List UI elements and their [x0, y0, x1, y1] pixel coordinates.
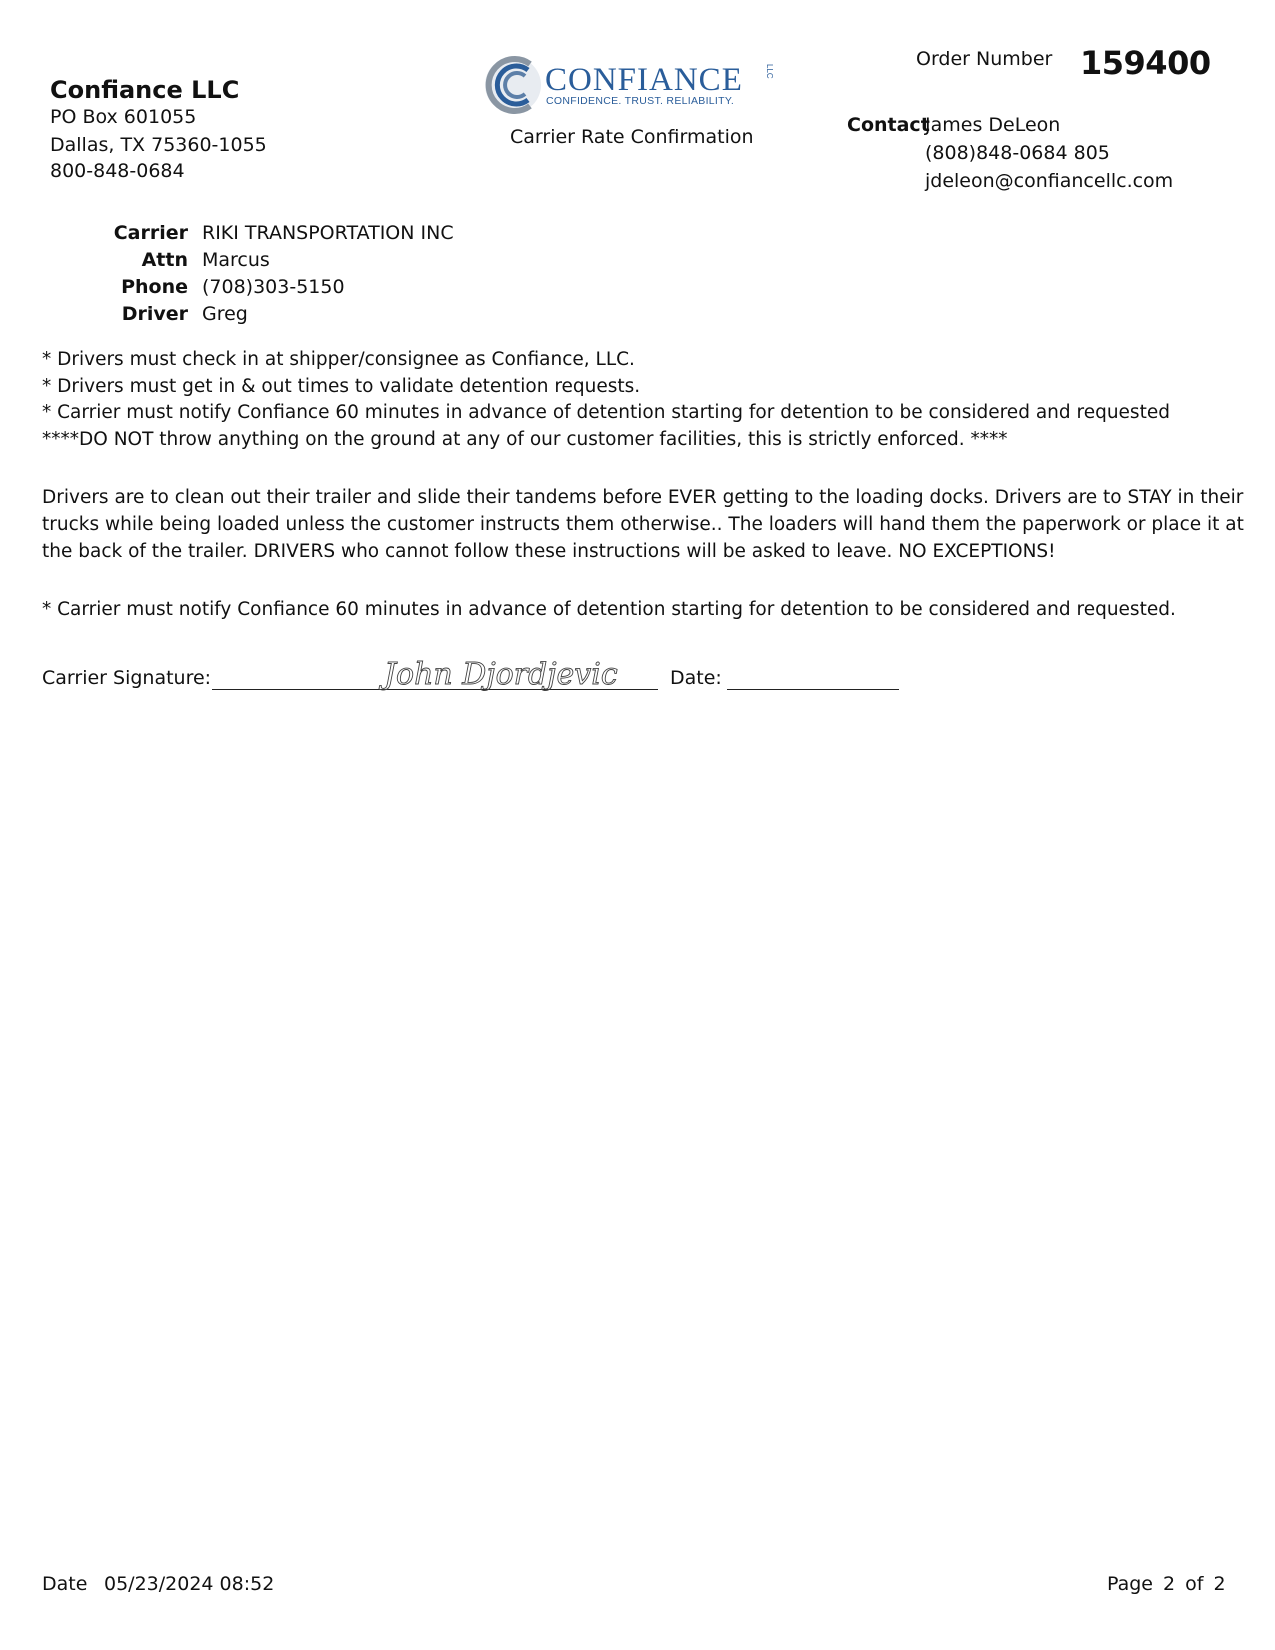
note-line: ****DO NOT throw anything on the ground at any of our customer facilities, this is strictly enforced. **** — [42, 428, 1008, 450]
note-line: * Carrier must notify Confiance 60 minutes in advance of detention starting for detention to be considered and requested — [42, 402, 1170, 423]
driver-instructions: Drivers are to clean out their trailer and slide their tandems before EVER getting to the loading docks. Drivers are to STAY in their trucks while being loaded unless the customer instructs them otherwise.. The loaders will hand them the paperwork or place it at the back of the trailer. DRIVERS who cannot follow these instructions will be asked to leave. NO EXCEPTIONS! — [42, 487, 1244, 562]
driver-row — [60, 303, 454, 330]
contact-label: Contact — [847, 114, 930, 136]
logo-suffix: LLC — [765, 64, 774, 79]
company-name: Confiance LLC — [50, 76, 240, 104]
carrier-row — [60, 222, 454, 249]
phone-value: (708)303-5150 — [202, 276, 345, 298]
handwritten-signature — [380, 648, 618, 708]
order-number: 159400 — [1080, 44, 1211, 82]
contact-phone: (808)848-0684 805 — [925, 142, 1110, 164]
swirl-icon — [485, 57, 541, 113]
order-number-label: Order Number — [916, 48, 1053, 70]
contact-name: James DeLeon — [925, 114, 1061, 136]
phone-row — [60, 276, 454, 303]
signature-date-label: Date: — [670, 667, 722, 689]
company-address-line2: Dallas, TX 75360-1055 — [50, 134, 267, 156]
carrier-label: Carrier — [113, 222, 188, 244]
note-line: * Drivers must check in at shipper/consignee as Confiance, LLC. — [42, 349, 635, 370]
footer-date-value: 05/23/2024 08:52 — [104, 1573, 275, 1595]
company-phone: 800-848-0684 — [50, 160, 185, 182]
footer-date-label: Date — [42, 1573, 88, 1595]
company-address-line1: PO Box 601055 — [50, 106, 197, 128]
carrier-notes — [42, 347, 1242, 453]
driver-label: Driver — [121, 303, 188, 325]
attn-row — [60, 249, 454, 276]
contact-email[interactable]: jdeleon@confiancellc.com — [925, 170, 1174, 192]
page-indicator: Page 2 of 2 — [1107, 1573, 1226, 1595]
signature-text: John Djordjevic — [384, 657, 618, 692]
document-title: Carrier Rate Confirmation — [510, 126, 754, 148]
carrier-signature-label: Carrier Signature: — [42, 667, 212, 689]
attn-label: Attn — [141, 249, 188, 271]
driver-value: Greg — [202, 303, 248, 325]
carrier-details — [60, 222, 454, 330]
attn-value: Marcus — [202, 249, 270, 271]
logo-tagline: CONFIDENCE. TRUST. RELIABILITY. — [546, 95, 735, 107]
detention-note: * Carrier must notify Confiance 60 minutes in advance of detention starting for detention to be considered and requested. — [42, 599, 1176, 620]
confiance-logo — [480, 52, 780, 118]
carrier-value: RIKI TRANSPORTATION INC — [202, 222, 454, 244]
phone-label: Phone — [121, 276, 188, 298]
logo-wordmark: CONFIANCE — [545, 62, 743, 98]
signature-date-line[interactable] — [727, 689, 899, 690]
note-line: * Drivers must get in & out times to validate detention requests. — [42, 375, 641, 397]
